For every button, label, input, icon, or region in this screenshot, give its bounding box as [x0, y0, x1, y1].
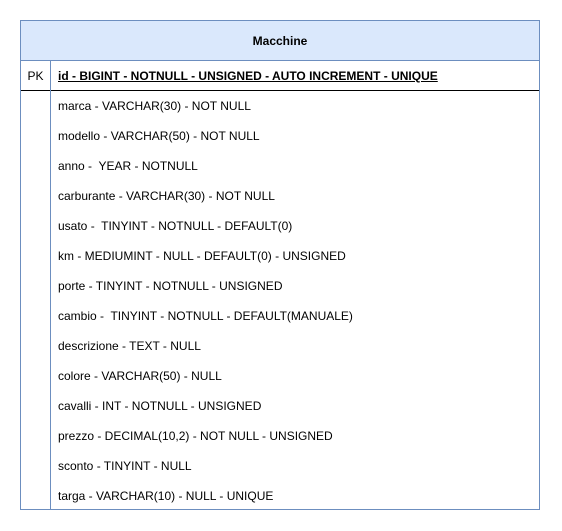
field-row[interactable]: anno - YEAR - NOTNULL — [58, 159, 198, 173]
field-row[interactable]: prezzo - DECIMAL(10,2) - NOT NULL - UNSIGNED — [58, 429, 333, 443]
field-row[interactable]: colore - VARCHAR(50) - NULL — [58, 369, 222, 383]
field-row[interactable]: targa - VARCHAR(10) - NULL - UNIQUE — [58, 489, 274, 503]
field-row[interactable]: usato - TINYINT - NOTNULL - DEFAULT(0) — [58, 219, 293, 233]
field-row[interactable]: cambio - TINYINT - NOTNULL - DEFAULT(MANUALE) — [58, 309, 353, 323]
field-row[interactable]: sconto - TINYINT - NULL — [58, 459, 192, 473]
field-list — [58, 91, 539, 511]
field-row[interactable]: marca - VARCHAR(30) - NOT NULL — [58, 99, 251, 113]
pk-field[interactable]: id - BIGINT - NOTNULL - UNSIGNED - AUTO INCREMENT - UNIQUE — [58, 68, 438, 83]
entity-table-macchine[interactable] — [20, 20, 540, 510]
primary-key-row[interactable] — [21, 61, 539, 91]
field-row[interactable]: cavalli - INT - NOTNULL - UNSIGNED — [58, 399, 262, 413]
field-row[interactable]: porte - TINYINT - NOTNULL - UNSIGNED — [58, 279, 283, 293]
table-title[interactable]: Macchine — [21, 21, 539, 61]
pk-label: PK — [27, 68, 44, 83]
field-row[interactable]: descrizione - TEXT - NULL — [58, 339, 201, 353]
field-row[interactable]: carburante - VARCHAR(30) - NOT NULL — [58, 189, 275, 203]
field-row[interactable]: modello - VARCHAR(50) - NOT NULL — [58, 129, 260, 143]
key-column-divider — [50, 61, 51, 509]
field-row[interactable]: km - MEDIUMINT - NULL - DEFAULT(0) - UNSIGNED — [58, 249, 346, 263]
